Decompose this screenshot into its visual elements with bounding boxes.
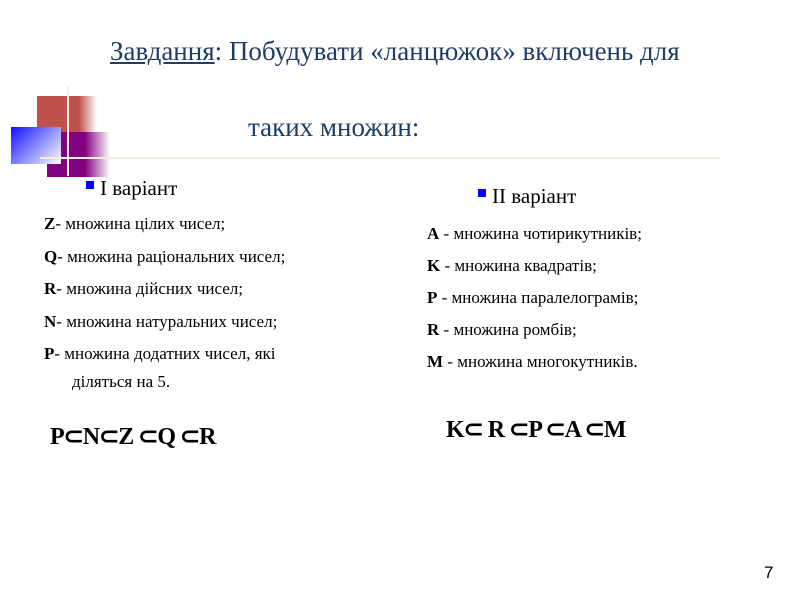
- set-symbol: K: [427, 256, 441, 275]
- set-description: - множина натуральних чисел;: [56, 311, 278, 331]
- set-symbol: P: [427, 288, 438, 307]
- variant2-chain: K⊂ R ⊂P ⊂A ⊂M: [446, 417, 626, 443]
- set-description: - множина ромбів;: [439, 320, 577, 339]
- list-item: [427, 320, 577, 340]
- slide-title-line2: таких множин:: [248, 112, 420, 142]
- list-item: [44, 247, 285, 267]
- set-symbol: P: [44, 344, 55, 363]
- title-underlined: Завдання: [110, 36, 215, 66]
- set-description: - множина чотирикутників;: [439, 224, 642, 243]
- title-rest: : Побудувати «ланцюжок» включень для: [214, 36, 680, 66]
- set-symbol: R: [44, 279, 57, 298]
- list-item: [44, 279, 243, 299]
- list-item: [427, 352, 638, 372]
- set-description: - множина многокутників.: [443, 352, 638, 371]
- set-description: - множина дійсних чисел;: [56, 279, 243, 298]
- list-item: [44, 214, 225, 234]
- list-item: [427, 224, 642, 244]
- set-description: - множина цілих чисел;: [55, 214, 226, 233]
- list-item: [427, 256, 597, 276]
- set-description: - множина квадратів;: [440, 256, 597, 275]
- list-item: [44, 344, 276, 364]
- set-description: - множина раціональних чисел;: [57, 246, 286, 266]
- set-description: - множина додатних чисел, які: [54, 344, 276, 363]
- set-symbol: M: [427, 352, 444, 371]
- variant2-heading: II варіант: [492, 184, 577, 208]
- page-number: 7: [764, 563, 774, 582]
- set-symbol: Z: [44, 214, 56, 233]
- variant1-continuation: діляться на 5.: [72, 372, 171, 391]
- list-item: [44, 312, 277, 332]
- set-symbol: A: [427, 224, 440, 243]
- list-item: [427, 288, 638, 308]
- bullet-icon: [86, 181, 94, 189]
- variant1-heading: I варіант: [100, 176, 178, 200]
- set-description: - множина паралелограмів;: [437, 288, 639, 307]
- set-symbol: N: [44, 311, 57, 331]
- set-symbol: Q: [44, 246, 58, 266]
- bullet-icon: [478, 189, 486, 197]
- slide-title: [110, 36, 680, 67]
- variant1-chain: P⊂N⊂Z ⊂Q ⊂R: [50, 424, 216, 450]
- set-symbol: R: [427, 320, 440, 339]
